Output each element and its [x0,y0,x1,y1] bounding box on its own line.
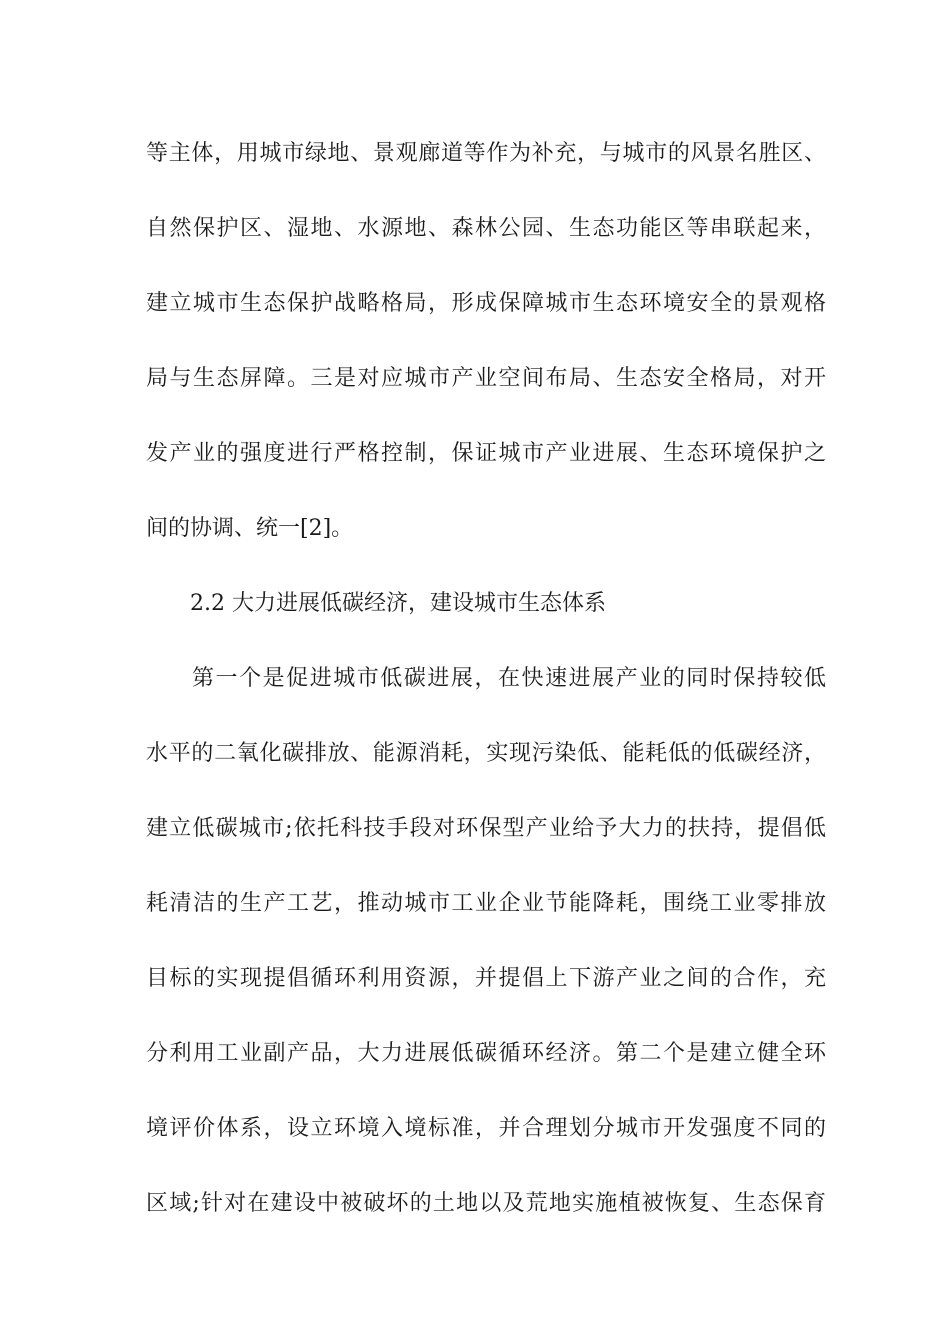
paragraph-line: 第一个是促进城市低碳进展，在快速进展产业的同时保持较低 [192,666,826,691]
paragraph-line: 间的协调、统一[2]。 [146,516,354,541]
paragraph-line: 发产业的强度进行严格控制，保证城市产业进展、生态环境保护之 [146,441,826,466]
paragraph-line: 自然保护区、湿地、水源地、森林公园、生态功能区等串联起来， [146,216,826,241]
paragraph-line: 分利用工业副产品，大力进展低碳循环经济。第二个是建立健全环 [146,1041,826,1066]
paragraph-line: 局与生态屏障。三是对应城市产业空间布局、生态安全格局，对开 [146,366,826,391]
paragraph-line: 耗清洁的生产工艺，推动城市工业企业节能降耗，围绕工业零排放 [146,891,826,916]
paragraph-line: 区域;针对在建设中被破坏的土地以及荒地实施植被恢复、生态保育 [146,1191,826,1216]
paragraph-line: 等主体，用城市绿地、景观廊道等作为补充，与城市的风景名胜区、 [146,141,826,166]
section-heading: 2.2 大力进展低碳经济，建设城市生态体系 [190,591,606,616]
paragraph-line: 目标的实现提倡循环利用资源，并提倡上下游产业之间的合作，充 [146,966,826,991]
paragraph-line: 建立城市生态保护战略格局，形成保障城市生态环境安全的景观格 [146,291,826,316]
paragraph-line: 建立低碳城市;依托科技手段对环保型产业给予大力的扶持，提倡低 [146,816,826,841]
paragraph-line: 境评价体系，设立环境入境标准，并合理划分城市开发强度不同的 [146,1116,826,1141]
paragraph-line: 水平的二氧化碳排放、能源消耗，实现污染低、能耗低的低碳经济， [146,741,826,766]
